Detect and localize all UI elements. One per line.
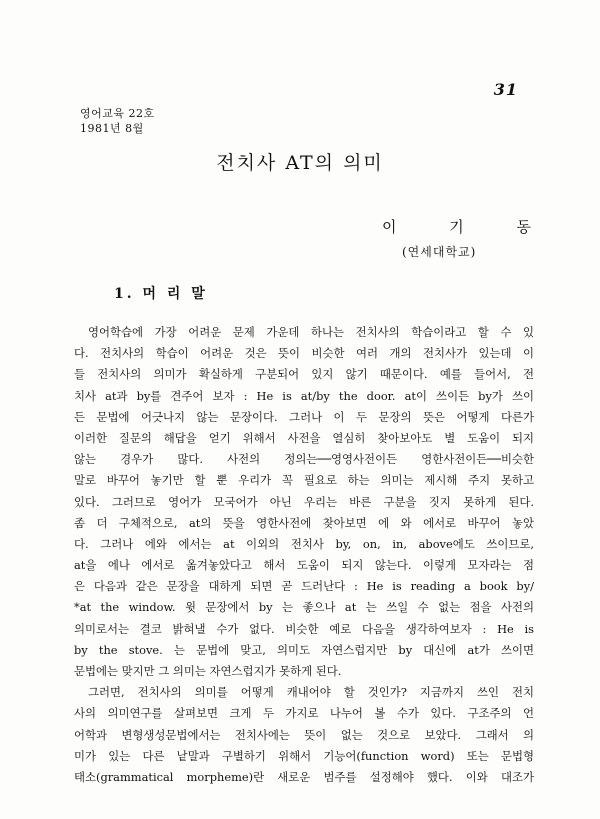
text-line: 든 문법에 어긋나지 않는 문장이다. 그러나 이 두 문장의 뜻은 어떻게 다른가	[74, 409, 534, 424]
text-line: 그러면, 전치사의 의미를 어떻게 캐내어야 할 것인가? 지금까지 쓰인 전치	[88, 685, 534, 700]
journal-date: 1981년 8월	[80, 122, 144, 135]
text-line: 말로 바꾸어 놓기만 할 뿐 우리가 꼭 필요로 하는 의미는 제시해 주지 못하고	[74, 473, 534, 488]
text-line: 다. 그러나 에와 에서는 at 이외의 전치사 by, on, in, above에도 쓰이므로,	[74, 536, 534, 551]
text-line: 영어학습에 가장 어려운 문제 가운데 하나는 전치사의 학습이라고 할 수 있	[88, 325, 534, 339]
text-line: 어학과 변형생성문법에서는 전치사에는 뜻이 없는 것으로 보았다. 그래서 의	[74, 727, 534, 742]
text-line: 은 다음과 같은 문장을 대하게 되면 곧 드러난다 : He is reading a book by/	[74, 579, 534, 594]
journal-volume: 영어교육 22호	[80, 107, 155, 120]
paper-title: 전치사 AT의 의미	[216, 152, 384, 174]
text-line: 의미로서는 결코 밝혀낼 수가 없다. 비슷한 예로 다음을 생각하여보자 : He is	[74, 621, 534, 636]
text-line: 다. 전치사의 학습이 어려운 것은 뜻이 비슷한 여러 개의 전치사가 있는데 이	[74, 346, 534, 361]
section-heading: 1. 머 리 말	[114, 286, 208, 302]
text-line: 있다. 그러므로 영어가 모국어가 아닌 우리는 바른 구분을 짓지 못하게 된다.	[74, 494, 534, 509]
text-line: 들 전치사의 의미가 확실하게 구분되어 있지 않기 때문이다. 예를 들어서, 전	[74, 367, 534, 382]
text-line: *at the window. 윗 문장에서 by 는 좋으나 at 는 쓰일 수 없는 점을 사전의	[74, 600, 534, 615]
text-line: 치사 at과 by를 견주어 보자 : He is at/by the door. at이 쓰이든 by가 쓰이	[74, 388, 534, 403]
text-line: 태소(grammatical morpheme)란 새로운 범주를 설정해야 했다. 이와 대조가	[74, 769, 534, 784]
text-line: 사의 의미연구를 살펴보면 크게 두 가지로 나누어 볼 수가 있다. 구조주의 언	[74, 706, 534, 721]
text-line: 않는 경우가 많다. 사전의 정의는──영영사전이든 영한사전이든──비슷한	[74, 452, 534, 467]
text-line: 좀 더 구체적으로, at의 뜻을 영한사전에 찾아보면 에 와 에서로 바꾸어 놓았	[74, 515, 534, 530]
text-line: 이러한 질문의 해답을 얻기 위해서 사전을 열심히 찾아보아도 별 도움이 되지	[74, 430, 534, 445]
author-affiliation: (연세대학교)	[402, 245, 477, 259]
author-name: 이 기 동	[382, 218, 556, 236]
body-text	[74, 322, 534, 788]
page-number: 31	[493, 80, 518, 99]
text-line: at을 에나 에서로 옮겨놓았다고 해서 도움이 되지 않는다. 이렇게 모자라는 점	[74, 558, 534, 573]
text-line: 미가 있는 다른 낱말과 구별하기 위해서 기능어(function word) 또는 문법형	[74, 748, 534, 763]
text-line: by the stove. 는 문법에 맞고, 의미도 자연스럽지만 by 대신에 at가 쓰이면	[74, 642, 534, 657]
text-line: 문법에는 맞지만 그 의미는 자연스럽지가 못하게 된다.	[74, 664, 342, 678]
journal-info	[80, 106, 155, 136]
